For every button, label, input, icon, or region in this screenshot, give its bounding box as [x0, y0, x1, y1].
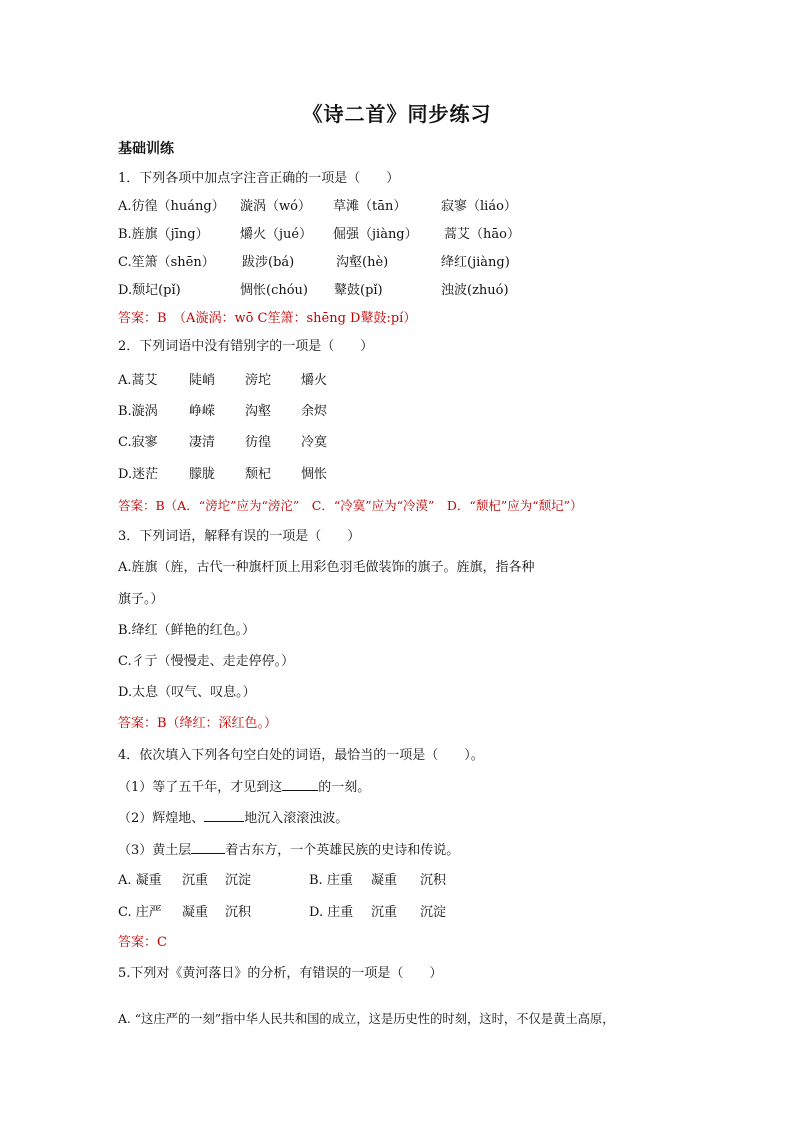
page-title: 《诗二首》同步练习 [302, 102, 492, 126]
q2-option-b-2: 峥嵘 [189, 404, 216, 419]
q1-option-a-2: 漩涡（wó） [240, 199, 311, 214]
q4-option-b-1: B. 庄重 [309, 873, 353, 888]
q2-option-d-3: 颓杞 [245, 467, 272, 482]
q4-blank-1 [282, 778, 318, 791]
q4-option-b-3: 沉积 [420, 873, 447, 888]
question-3-stem: 3．下列词语，解释有误的一项是（ ） [118, 529, 361, 544]
q4-option-c-1: C. 庄严 [118, 905, 162, 920]
q4-option-c-3: 沉积 [225, 905, 252, 920]
q1-option-c-4: 绛红(jiàng) [441, 255, 510, 270]
q1-option-a-1: A.彷徨（huáng） [118, 199, 225, 214]
q5-option-a: A. “这庄严的一刻”指中华人民共和国的成立，这是历史性的时刻，这时，不仅是黄土高原， [118, 1012, 615, 1026]
q4-s1-prefix: （1）等了五千年，才见到这 [118, 780, 283, 795]
q4-option-a-3: 沉淀 [225, 873, 252, 888]
q4-option-b-2: 凝重 [371, 873, 398, 888]
q1-option-d-1: D.颓圮(pǐ) [118, 283, 181, 298]
q2-option-a-2: 陡峭 [189, 373, 216, 388]
question-2-stem: 2．下列词语中没有错别字的一项是（ ） [118, 339, 374, 354]
q2-option-a-3: 滂坨 [245, 373, 272, 388]
section-heading: 基础训练 [118, 141, 174, 157]
q4-s2-suffix: 地沉入滚滚浊波。 [244, 811, 349, 826]
q1-option-d-2: 惆怅(chóu) [240, 283, 308, 298]
q4-option-d-1: D. 庄重 [309, 905, 354, 920]
question-5-stem: 5.下列对《黄河落日》的分析，有错误的一项是（ ） [118, 966, 443, 981]
q2-option-d-4: 惆怅 [301, 467, 328, 482]
q2-option-c-4: 冷寞 [301, 435, 328, 450]
q3-option-d: D.太息（叹气、叹息。） [118, 685, 256, 700]
q2-option-a-1: A.蒿艾 [118, 373, 158, 388]
q2-option-c-1: C.寂寥 [118, 435, 158, 450]
q1-option-a-4: 寂寥（liáo） [441, 199, 517, 214]
q1-option-c-3: 沟壑(hè) [336, 255, 389, 270]
q4-blank-2 [204, 809, 244, 822]
q1-option-c-2: 跋涉(bá) [242, 255, 295, 270]
q1-option-b-1: B.旌旗（jīng） [118, 227, 209, 242]
q1-option-d-3: 鼙鼓(pǐ) [334, 283, 383, 298]
q4-answer: 答案：C [118, 935, 167, 950]
q3-option-a-line-1: A.旌旗（旌，古代一种旗杆顶上用彩色羽毛做装饰的旗子。旌旗，指各种 [118, 560, 535, 575]
q1-option-c-1: C.笙箫（shēn） [118, 255, 215, 270]
q4-sentence-2 [118, 809, 348, 828]
q4-s3-prefix: （3）黄土层 [118, 843, 192, 858]
q3-option-a-line-2: 旗子。） [118, 592, 164, 607]
q1-option-d-4: 浊波(zhuó) [441, 283, 509, 298]
q4-blank-3 [191, 841, 225, 854]
q4-option-c-2: 凝重 [182, 905, 209, 920]
q4-option-d-2: 沉重 [371, 905, 398, 920]
q2-option-b-1: B.漩涡 [118, 404, 158, 419]
q1-option-b-2: 爝火（jué） [240, 227, 313, 242]
question-4-stem: 4．依次填入下列各句空白处的词语，最恰当的一项是（ ）。 [118, 748, 484, 763]
q2-option-d-2: 朦胧 [189, 467, 216, 482]
q4-s3-suffix: 着古东方，一个英雄民族的史诗和传说。 [225, 843, 460, 858]
q4-s2-prefix: （2）辉煌地、 [118, 811, 205, 826]
q2-option-d-1: D.迷茫 [118, 467, 159, 482]
q3-option-b: B.绛红（鲜艳的红色。） [118, 623, 256, 638]
q4-sentence-3 [118, 841, 459, 860]
q4-sentence-1 [118, 778, 370, 797]
q4-option-a-2: 沉重 [182, 873, 209, 888]
q2-answer: 答案：B（A．“滂坨”应为“滂沱” C．“冷寞”应为“冷漠” D．“颓杞”应为“颓圮”） [118, 498, 583, 513]
q2-option-b-4: 余烬 [301, 404, 328, 419]
question-1-stem: 1．下列各项中加点字注音正确的一项是（ ） [118, 171, 400, 186]
q2-option-a-4: 爝火 [301, 373, 328, 388]
q4-s1-suffix: 的一刻。 [318, 780, 371, 795]
q1-answer: 答案：B （A漩涡：wō C笙箫：shēng D鼙鼓:pí） [118, 311, 417, 326]
q2-option-c-2: 凄清 [189, 435, 216, 450]
q2-option-c-3: 彷徨 [245, 435, 272, 450]
q2-option-b-3: 沟壑 [245, 404, 272, 419]
q3-answer: 答案：B（绛红：深红色。） [118, 716, 278, 731]
q1-option-b-4: 蒿艾（hāo） [444, 227, 520, 242]
q4-option-d-3: 沉淀 [420, 905, 447, 920]
q3-option-c: C.彳亍（慢慢走、走走停停。） [118, 654, 295, 669]
q1-option-a-3: 草滩（tān） [333, 199, 407, 214]
q4-option-a-1: A. 凝重 [118, 873, 162, 888]
q1-option-b-3: 倔强（jiàng） [333, 227, 418, 242]
